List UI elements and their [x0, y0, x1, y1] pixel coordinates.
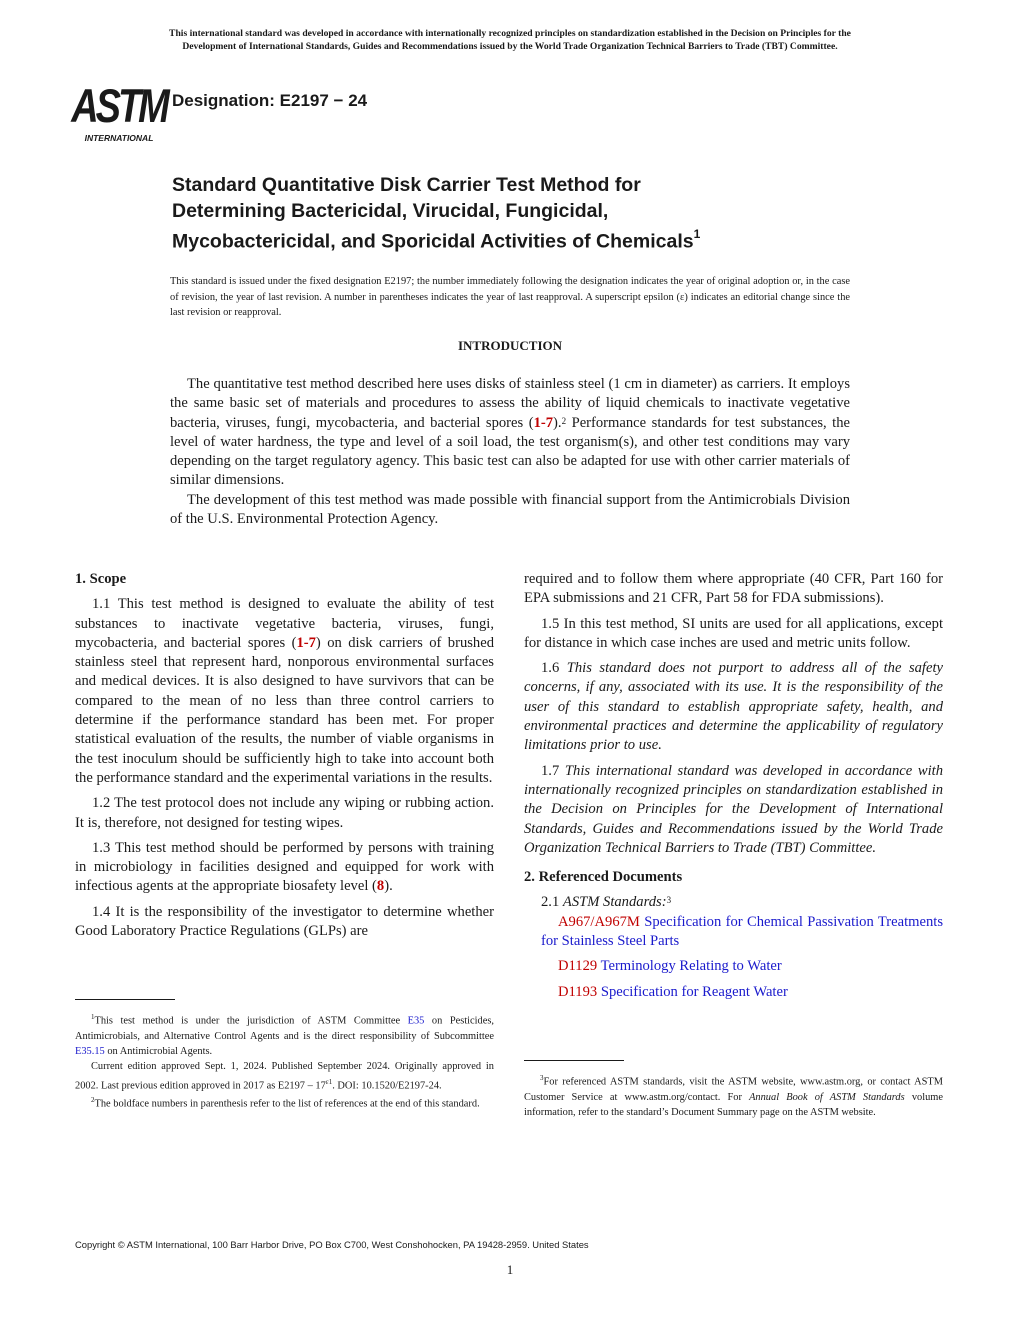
footnote-text: The boldface numbers in parenthesis refer to the list of references at the end of this standard.	[94, 1098, 480, 1110]
page-number: 1	[506, 1262, 514, 1277]
reference-link[interactable]: 8	[376, 878, 385, 895]
footnote-text: For referenced ASTM standards, visit the ASTM website, www.astm.org, or contact ASTM Customer Service at www.astm.org/contact. For	[524, 1076, 943, 1103]
right-column	[524, 570, 943, 1008]
introduction-paragraph-1	[170, 375, 850, 491]
footnotes-left	[75, 1010, 494, 1112]
title-footnote-mark[interactable]: 1	[693, 227, 701, 241]
title-line-3: Mycobactericidal, and Sporicidal Activities of Chemicals	[172, 230, 694, 253]
introduction-paragraph-2: The development of this test method was made possible with financial support from the Antimicrobials Division of the U.S. Environmental Protection Agency.	[170, 491, 850, 528]
footnote-divider	[524, 1060, 624, 1061]
header-notice	[60, 28, 960, 53]
section-text: 1.1 This test method is designed to evaluate the ability of test substances to inactivate vegetative bacteria, viruses, fungi, mycobacteria, and bacterial spores (	[75, 596, 494, 651]
footnote-text: Current edition approved Sept. 1, 2024. Published September 2024. Originally approved in 2002. Last previous edition approved in 2017 as E2197 – 17	[75, 1061, 494, 1092]
document-title-link[interactable]: Specification for Chemical Passivation Treatments for Stainless Steel Parts	[541, 913, 943, 950]
reference-link[interactable]: 1-7	[296, 634, 316, 651]
footnote-mark: 1	[91, 1013, 95, 1021]
title-line-1: Standard Quantitative Disk Carrier Test Method for	[172, 174, 641, 196]
section-text: ) on disk carriers of brushed stainless steel that represent hard, nonporous environmental surfaces and medical devices. It is also designed to have survivors that can be compared to the mean of no less than three control carriers to determine if the performance standard has been met. For proper statistical evaluation of the results, the number of viable organisms in the test inoculum should be sufficiently high to take into account both the performance standard and the experimental variations in the results.	[75, 634, 494, 786]
footnote-1-edition	[75, 1059, 494, 1093]
committee-link[interactable]: E35	[407, 1015, 425, 1027]
footnote-mark: 3	[540, 1074, 544, 1082]
footnote-text: volume information, refer to the standard’s Document Summary page on the ASTM website.	[524, 1091, 943, 1119]
section-text: 1.3 This test method should be performed by persons with training in microbiology in facilities designed and equipped for work with infectious agents at the appropriate biosafety level (	[75, 839, 494, 895]
footnote-3	[524, 1071, 943, 1120]
footnote-1	[75, 1010, 494, 1059]
astm-logo	[71, 76, 167, 144]
referenced-document-item[interactable]	[524, 913, 943, 952]
footnote-link[interactable]: 3	[666, 895, 672, 906]
title-line-2: Determining Bactericidal, Virucidal, Fungicidal,	[172, 199, 609, 222]
section-text: ).	[384, 878, 393, 895]
intro-text: Performance standards for test substances, the level of water hardness, the type and level of a soil load, the test organism(s), and other test conditions may vary depending on the target regulatory agency. This basic test can also be adapted for use with other carrier materials of similar dimensions.	[170, 414, 850, 489]
footnote-text: This test method is under the jurisdiction of ASTM Committee	[94, 1015, 408, 1027]
section-1-6	[524, 659, 943, 755]
footnote-mark: 2	[91, 1096, 95, 1105]
intro-text: ).	[553, 414, 562, 431]
footnote-divider	[75, 999, 175, 1000]
footnote-text: on Antimicrobial Agents.	[104, 1046, 213, 1058]
issue-note: This standard is issued under the fixed designation E2197; the number immediately following the designation indicates the year of original adoption or, in the case of revision, the year of last revision. A number in parentheses indicates the year of last reapproval. A superscript epsilon (ε) indicates an editorial change since the last revision or reapproval.	[170, 276, 850, 318]
document-code-link[interactable]: D1129	[558, 958, 598, 975]
introduction-heading: INTRODUCTION	[457, 338, 562, 353]
section-1-1	[75, 595, 494, 788]
section-text: This international standard was developed in accordance with internationally recognized principles on standardization established in the Decision on Principles for the Development of International Standards, Guides and Recommendations issued by the World Trade Organization Technical Barriers to Trade (TBT) Committee.	[524, 762, 944, 856]
document-code-link[interactable]: A967/A967M	[558, 913, 640, 930]
intro-text: The quantitative test method described here uses disks of stainless steel (1 cm in diameter) as carriers. It employs the same basic set of materials and procedures to assess the ability of liquid chemicals to inactivate vegetative bacteria, viruses, fungi, mycobacteria, and bacterial spores (	[170, 376, 850, 431]
footnote-text: Annual Book of ASTM Standards	[749, 1091, 905, 1103]
subcommittee-link[interactable]: E35.15	[75, 1046, 105, 1058]
document-title-link[interactable]: Specification for Reagent Water	[600, 983, 788, 1000]
section-number: 1.7	[541, 762, 560, 779]
section-text: ASTM Standards:	[562, 894, 667, 911]
logo-subtitle: INTERNATIONAL	[84, 133, 154, 143]
footnote-link[interactable]: 2	[561, 415, 567, 426]
left-column	[75, 570, 494, 947]
scope-heading: 1. Scope	[75, 571, 127, 587]
footnotes-right	[524, 1071, 943, 1120]
epsilon-mark: ε1	[325, 1077, 333, 1086]
section-1-2: 1.2 The test protocol does not include any wiping or rubbing action. It is, therefore, not designed for testing wipes.	[75, 795, 494, 831]
section-1-4-continued: required and to follow them where appropriate (40 CFR, Part 160 for EPA submissions and 21 CFR, Part 58 for FDA submissions).	[524, 571, 943, 607]
astm-standards-label	[524, 893, 943, 912]
header-notice-line-1: This international standard was developed in accordance with internationally recognized principles on standardization established in the Decision on Principles for the	[169, 28, 851, 39]
section-1-7	[524, 762, 943, 858]
referenced-document-item[interactable]	[524, 957, 943, 976]
header-notice-line-2: Development of International Standards, Guides and Recommendations issued by the World Trade Organization Technical Barriers to Trade (TBT) Committee.	[182, 40, 838, 52]
footnote-text: . DOI: 10.1520/E2197-24.	[332, 1080, 442, 1092]
section-number: 2.1	[541, 894, 560, 911]
referenced-documents-list	[524, 913, 943, 1002]
reference-link[interactable]: 1-7	[533, 414, 554, 431]
section-text: This standard does not purport to address all of the safety concerns, if any, associated with its use. It is the responsibility of the user of this standard to establish appropriate safety, health, and environmental practices and determine the applicability of regulatory limitations prior to use.	[524, 660, 943, 754]
designation: Designation: E2197 − 24	[172, 91, 368, 110]
referenced-document-item[interactable]	[524, 983, 943, 1002]
footnote-2	[75, 1093, 494, 1112]
section-1-3	[75, 839, 494, 897]
section-1-4-start: 1.4 It is the responsibility of the investigator to determine whether Good Laboratory Practice Regulations (GLPs) are	[75, 903, 494, 940]
document-code-link[interactable]: D1193	[558, 983, 598, 1000]
copyright-notice: Copyright © ASTM International, 100 Barr Harbor Drive, PO Box C700, West Conshohocken, PA 19428-2959. United States	[75, 1239, 589, 1250]
astm-logo-icon	[71, 76, 167, 144]
introduction-body	[170, 375, 850, 529]
logo-letters: ASTM	[71, 80, 167, 134]
section-number: 1.6	[541, 660, 560, 677]
footnote-text: on Pesticides, Antimicrobials, and Alternative Control Agents and is the direct responsibility of Subcommittee	[75, 1015, 494, 1042]
document-title	[172, 173, 872, 255]
section-1-5: 1.5 In this test method, SI units are used for all applications, except for distance in which case inches are used and metric units follow.	[524, 615, 943, 651]
referenced-documents-heading: 2. Referenced Documents	[524, 869, 683, 886]
document-title-link[interactable]: Terminology Relating to Water	[600, 958, 782, 975]
